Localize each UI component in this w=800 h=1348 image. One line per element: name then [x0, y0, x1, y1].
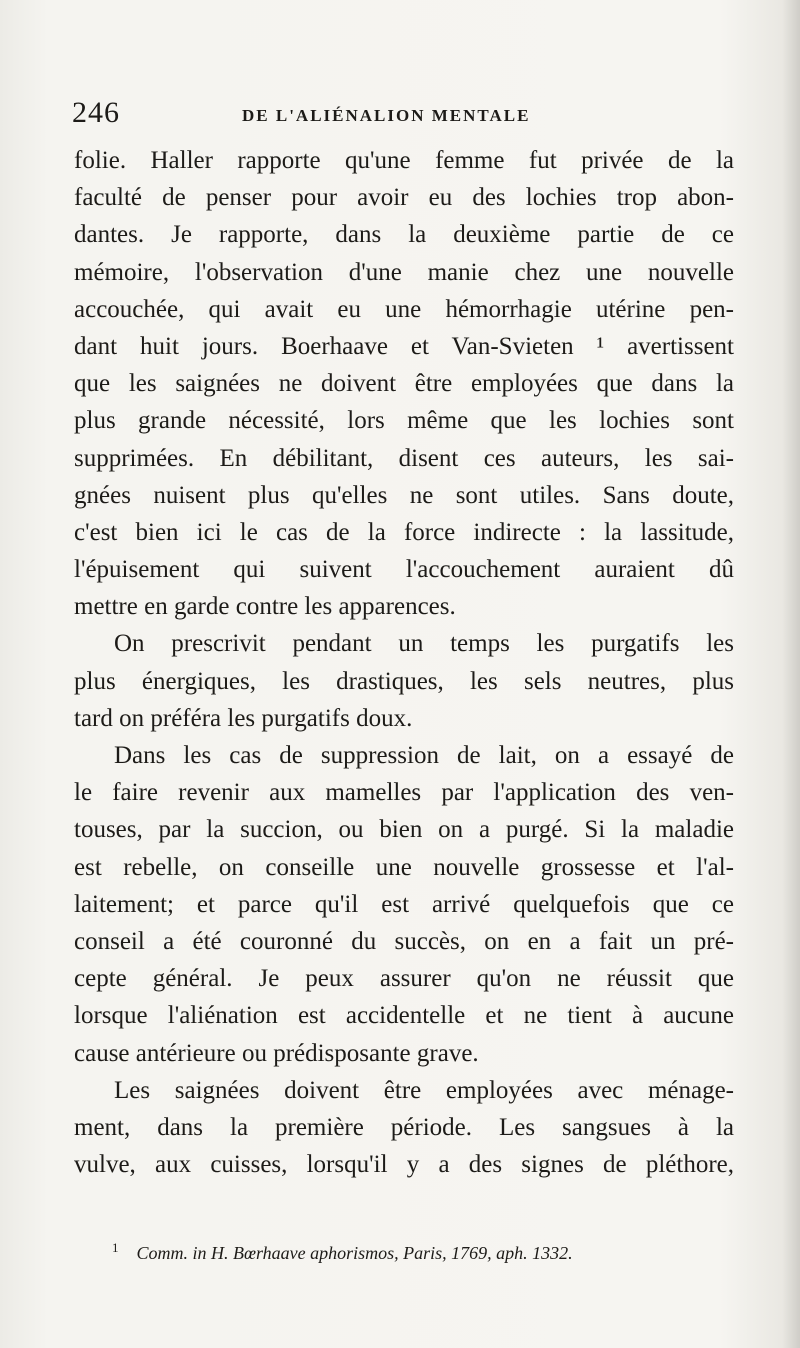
text-line: est rebelle, on conseille une nouvelle grossesse et l'al- [74, 853, 734, 881]
page-number: 246 [72, 96, 120, 129]
text-line: conseil a été couronné du succès, on en a fait un pré- [74, 927, 734, 955]
text-line: On prescrivit pendant un temps les purgatifs les [114, 630, 734, 658]
text-line: plus énergiques, les drastiques, les sels neutres, plus [74, 667, 734, 695]
text-line: supprimées. En débilitant, disent ces auteurs, les sai- [74, 444, 734, 472]
text-line: mettre en garde contre les apparences. [74, 593, 456, 621]
text-line: folie. Haller rapporte qu'une femme fut privée de la [74, 147, 734, 174]
text-line: ment, dans la première période. Les sangsues à la [74, 1113, 734, 1141]
text-line: vulve, aux cuisses, lorsqu'il y a des signes de pléthore, [74, 1151, 734, 1179]
text-line: Dans les cas de suppression de lait, on a essayé de [114, 742, 734, 769]
text-line: lorsque l'aliénation est accidentelle et ne tient à aucune [74, 1002, 734, 1030]
text-line: tard on préféra les purgatifs doux. [74, 704, 413, 732]
text-line: plus grande nécessité, lors même que les lochies sont [74, 407, 734, 435]
text-line: le faire revenir aux mamelles par l'application des ven- [74, 779, 734, 807]
running-title: DE L'ALIÉNALION MENTALE [242, 106, 531, 125]
text-line: accouchée, qui avait eu une hémorrhagie utérine pen- [74, 295, 734, 323]
text-line: c'est bien ici le cas de la force indirecte : la lassitude, [74, 518, 734, 546]
text-line: touses, par la succion, ou bien on a purgé. Si la maladie [74, 816, 734, 844]
text-line: cause antérieure ou prédisposante grave. [74, 1039, 479, 1067]
text-line: laitement; et parce qu'il est arrivé quelquefois que ce [74, 890, 734, 918]
text-line: dantes. Je rapporte, dans la deuxième partie de ce [74, 221, 734, 249]
text-line: mémoire, l'observation d'une manie chez une nouvelle [74, 258, 734, 286]
page-header [72, 96, 732, 136]
body-text [74, 142, 734, 1183]
footnote-mark: 1 [112, 1240, 119, 1255]
text-line: dant huit jours. Boerhaave et Van-Svieten ¹ avertissent [74, 332, 734, 360]
text-line: faculté de penser pour avoir eu des lochies trop abon- [74, 184, 734, 212]
text-line: Les saignées doivent être employées avec ménage- [114, 1076, 734, 1104]
footnote-text: Comm. in H. Bœrhaave aphorismos, Paris, 1769, aph. 1332. [136, 1243, 573, 1263]
text-line: que les saignées ne doivent être employées que dans la [74, 370, 734, 398]
footnote [112, 1240, 712, 1264]
text-line: cepte général. Je peux assurer qu'on ne réussit que [74, 965, 734, 993]
text-line: gnées nuisent plus qu'elles ne sont utiles. Sans doute, [74, 481, 734, 509]
text-line: l'épuisement qui suivent l'accouchement auraient dû [74, 556, 734, 584]
